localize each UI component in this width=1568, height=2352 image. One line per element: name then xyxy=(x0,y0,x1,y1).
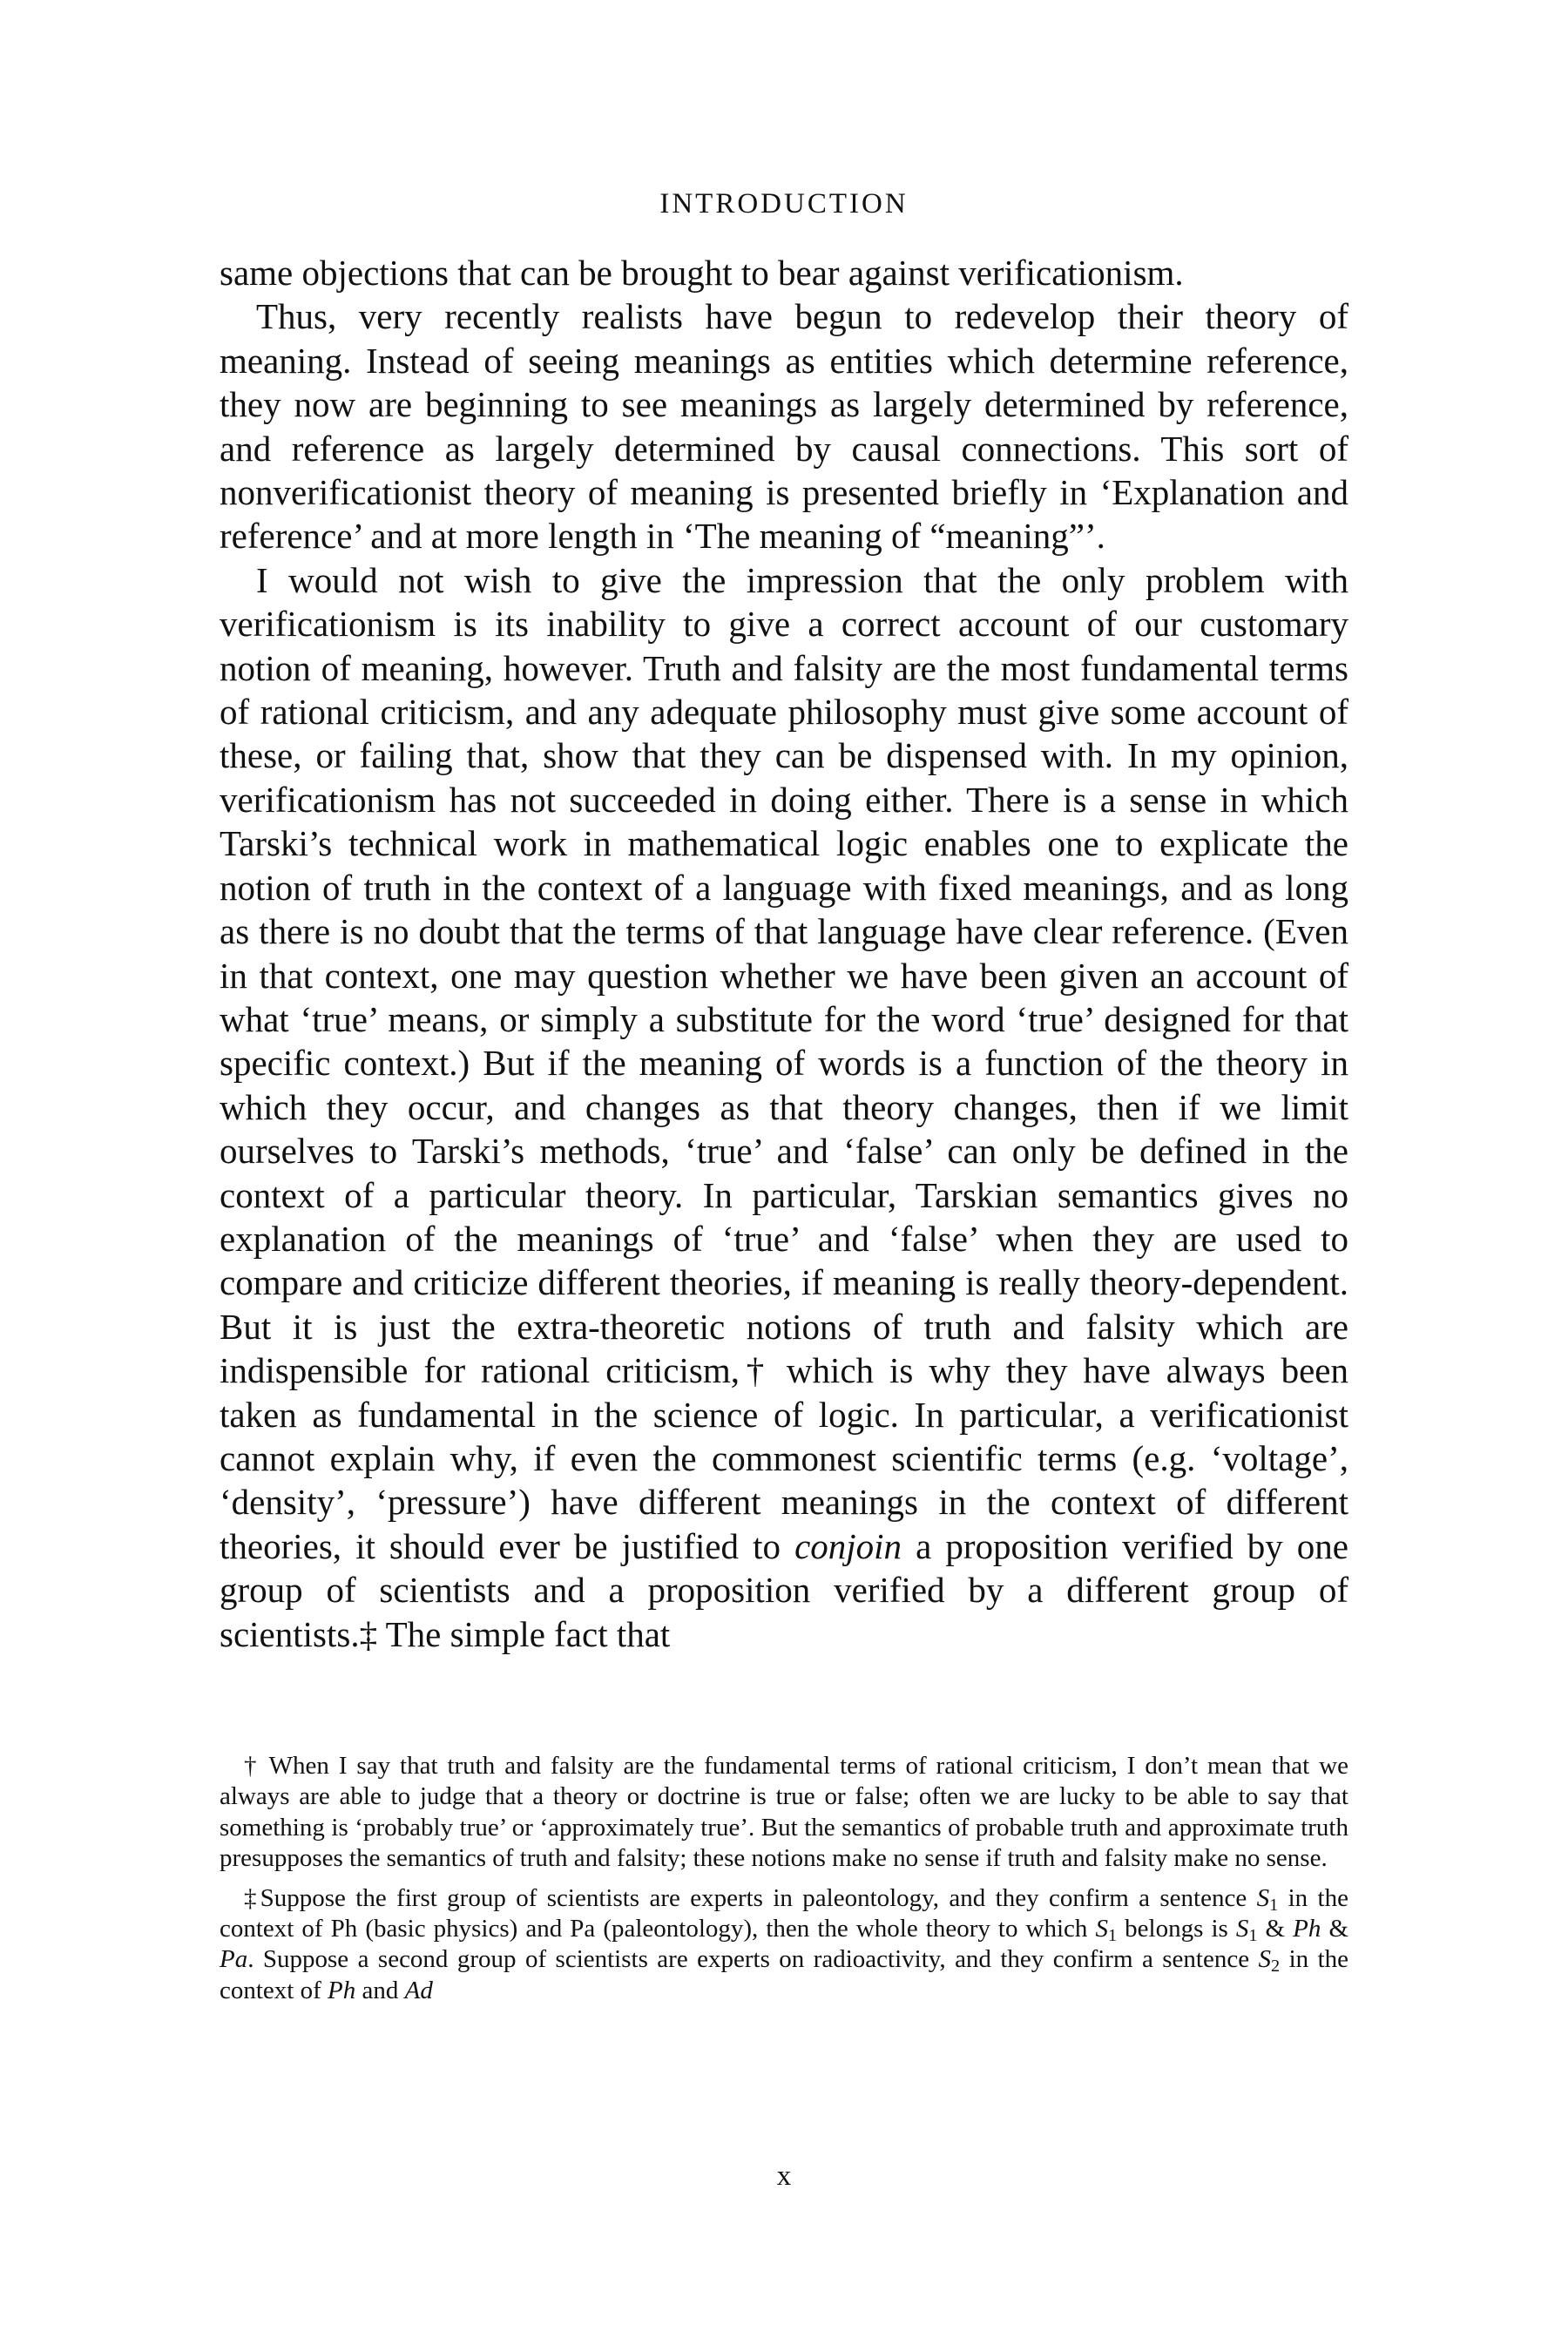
fn-symbol-ph: Ph xyxy=(328,1976,356,2004)
fn-symbol-s: S xyxy=(1258,1945,1272,1974)
fn-subscript: 1 xyxy=(1107,1926,1118,1946)
paragraph-text-end: a proposition verified by one group of scientists and a proposition verified by a different group of scientists.‡ The simple fact that xyxy=(220,1525,1349,1654)
fn-text: in the context of xyxy=(220,1945,1348,2004)
fn-text: and xyxy=(355,1976,405,2004)
fn-subscript: 1 xyxy=(1269,1895,1279,1915)
emphasis-conjoin: conjoin xyxy=(794,1525,902,1566)
fn-symbol-ad: Ad xyxy=(404,1976,433,2004)
page-number: x xyxy=(776,2160,792,2192)
fn-symbol-pa: Pa xyxy=(220,1945,248,1974)
footnotes xyxy=(220,1751,1348,2015)
fn-symbol-ph: Ph xyxy=(1293,1915,1321,1943)
paragraph-continuation: same objections that can be brought to bear against verificationism. xyxy=(220,253,1184,293)
paragraph-realists: Thus, very recently realists have begun to redevelop their theory of meaning. Instead of seeing meanings as entities which determine reference, they now are beginning to see meanings as largely determined by reference, and reference as largely determined by causal connections. This sort of nonverificationist theory of meaning is presented briefly in ‘Explanation and reference’ and at more length in ‘The meaning of “meaning”’. xyxy=(220,296,1348,557)
fn-amp: & xyxy=(1321,1915,1349,1943)
fn-text: . Suppose a second group of scientists are experts on radioactivity, and they confirm a sentence xyxy=(247,1945,1259,1974)
fn-subscript: 1 xyxy=(1248,1926,1258,1946)
footnote-dagger: † When I say that truth and falsity are the fundamental terms of rational criticism, I don’t mean that we always are able to judge that a theory or doctrine is true or false; often we are lucky to be able to say that something is ‘probably true’ or ‘approximately true’. But the semantics of probable truth and approximate truth presupposes the semantics of truth and falsity; these notions make no sense if truth and falsity make no sense. xyxy=(220,1752,1348,1873)
footnote-double-dagger xyxy=(220,1883,1348,2007)
fn-symbol-s: S xyxy=(1235,1915,1249,1943)
paragraph-text: I would not wish to give the impression that the only problem with verificationism is its inability to give a correct account of our customary notion of meaning, however. Truth and falsity are the most fundamental terms of rational criticism, and any adequate philosophy must give some account of these, or failing that, show that they can be dispensed with. In my opinion, verificationism has not succeeded in doing either. There is a sense in which Tarski’s technical work in mathematical logic enables one to explicate the notion of truth in the context of a language with fixed meanings, and as long as there is no doubt that the terms of that language have clear reference. (Even in that context, one may question whether we have been given an account of what ‘true’ means, or simply a substitute for the word ‘true’ designed for that specific context.) But if the meaning of words is a function of the theory in which they occur, and changes as that theory changes, then if we limit ourselves to Tarski’s methods, ‘true’ and ‘false’ can only be defined in the context of a particular theory. In particular, Tarskian semantics gives no explanation of the meanings of ‘true’ and ‘false’ when they are used to compare and criticize different theories, if meaning is really theory-dependent. But it is just the extra-theoretic notions of truth and falsity which are indispensible for rational criticism,† which is why they have always been taken as fundamental in the science of logic. In particular, a verificationist cannot explain why, if even the commonest scientific terms (e.g. ‘voltage’, ‘density’, ‘pressure’) have different meanings in the context of different theories, it should ever be justified to xyxy=(220,559,1348,1566)
fn-text: ‡Suppose the first group of scientists are experts in paleontology, and they confirm a sentence xyxy=(244,1883,1257,1912)
body-text xyxy=(220,251,1348,1656)
fn-amp: & xyxy=(1257,1915,1294,1943)
fn-symbol-s: S xyxy=(1256,1883,1270,1912)
fn-subscript: 2 xyxy=(1271,1957,1281,1977)
fn-symbol-s: S xyxy=(1095,1915,1108,1943)
fn-text: belongs is xyxy=(1117,1915,1236,1943)
paragraph-verificationism xyxy=(220,558,1348,1656)
fn-text: in the context of Ph (basic physics) and Pa (paleontology), then the whole theory to which xyxy=(220,1883,1348,1943)
running-head: INTRODUCTION xyxy=(659,188,909,220)
